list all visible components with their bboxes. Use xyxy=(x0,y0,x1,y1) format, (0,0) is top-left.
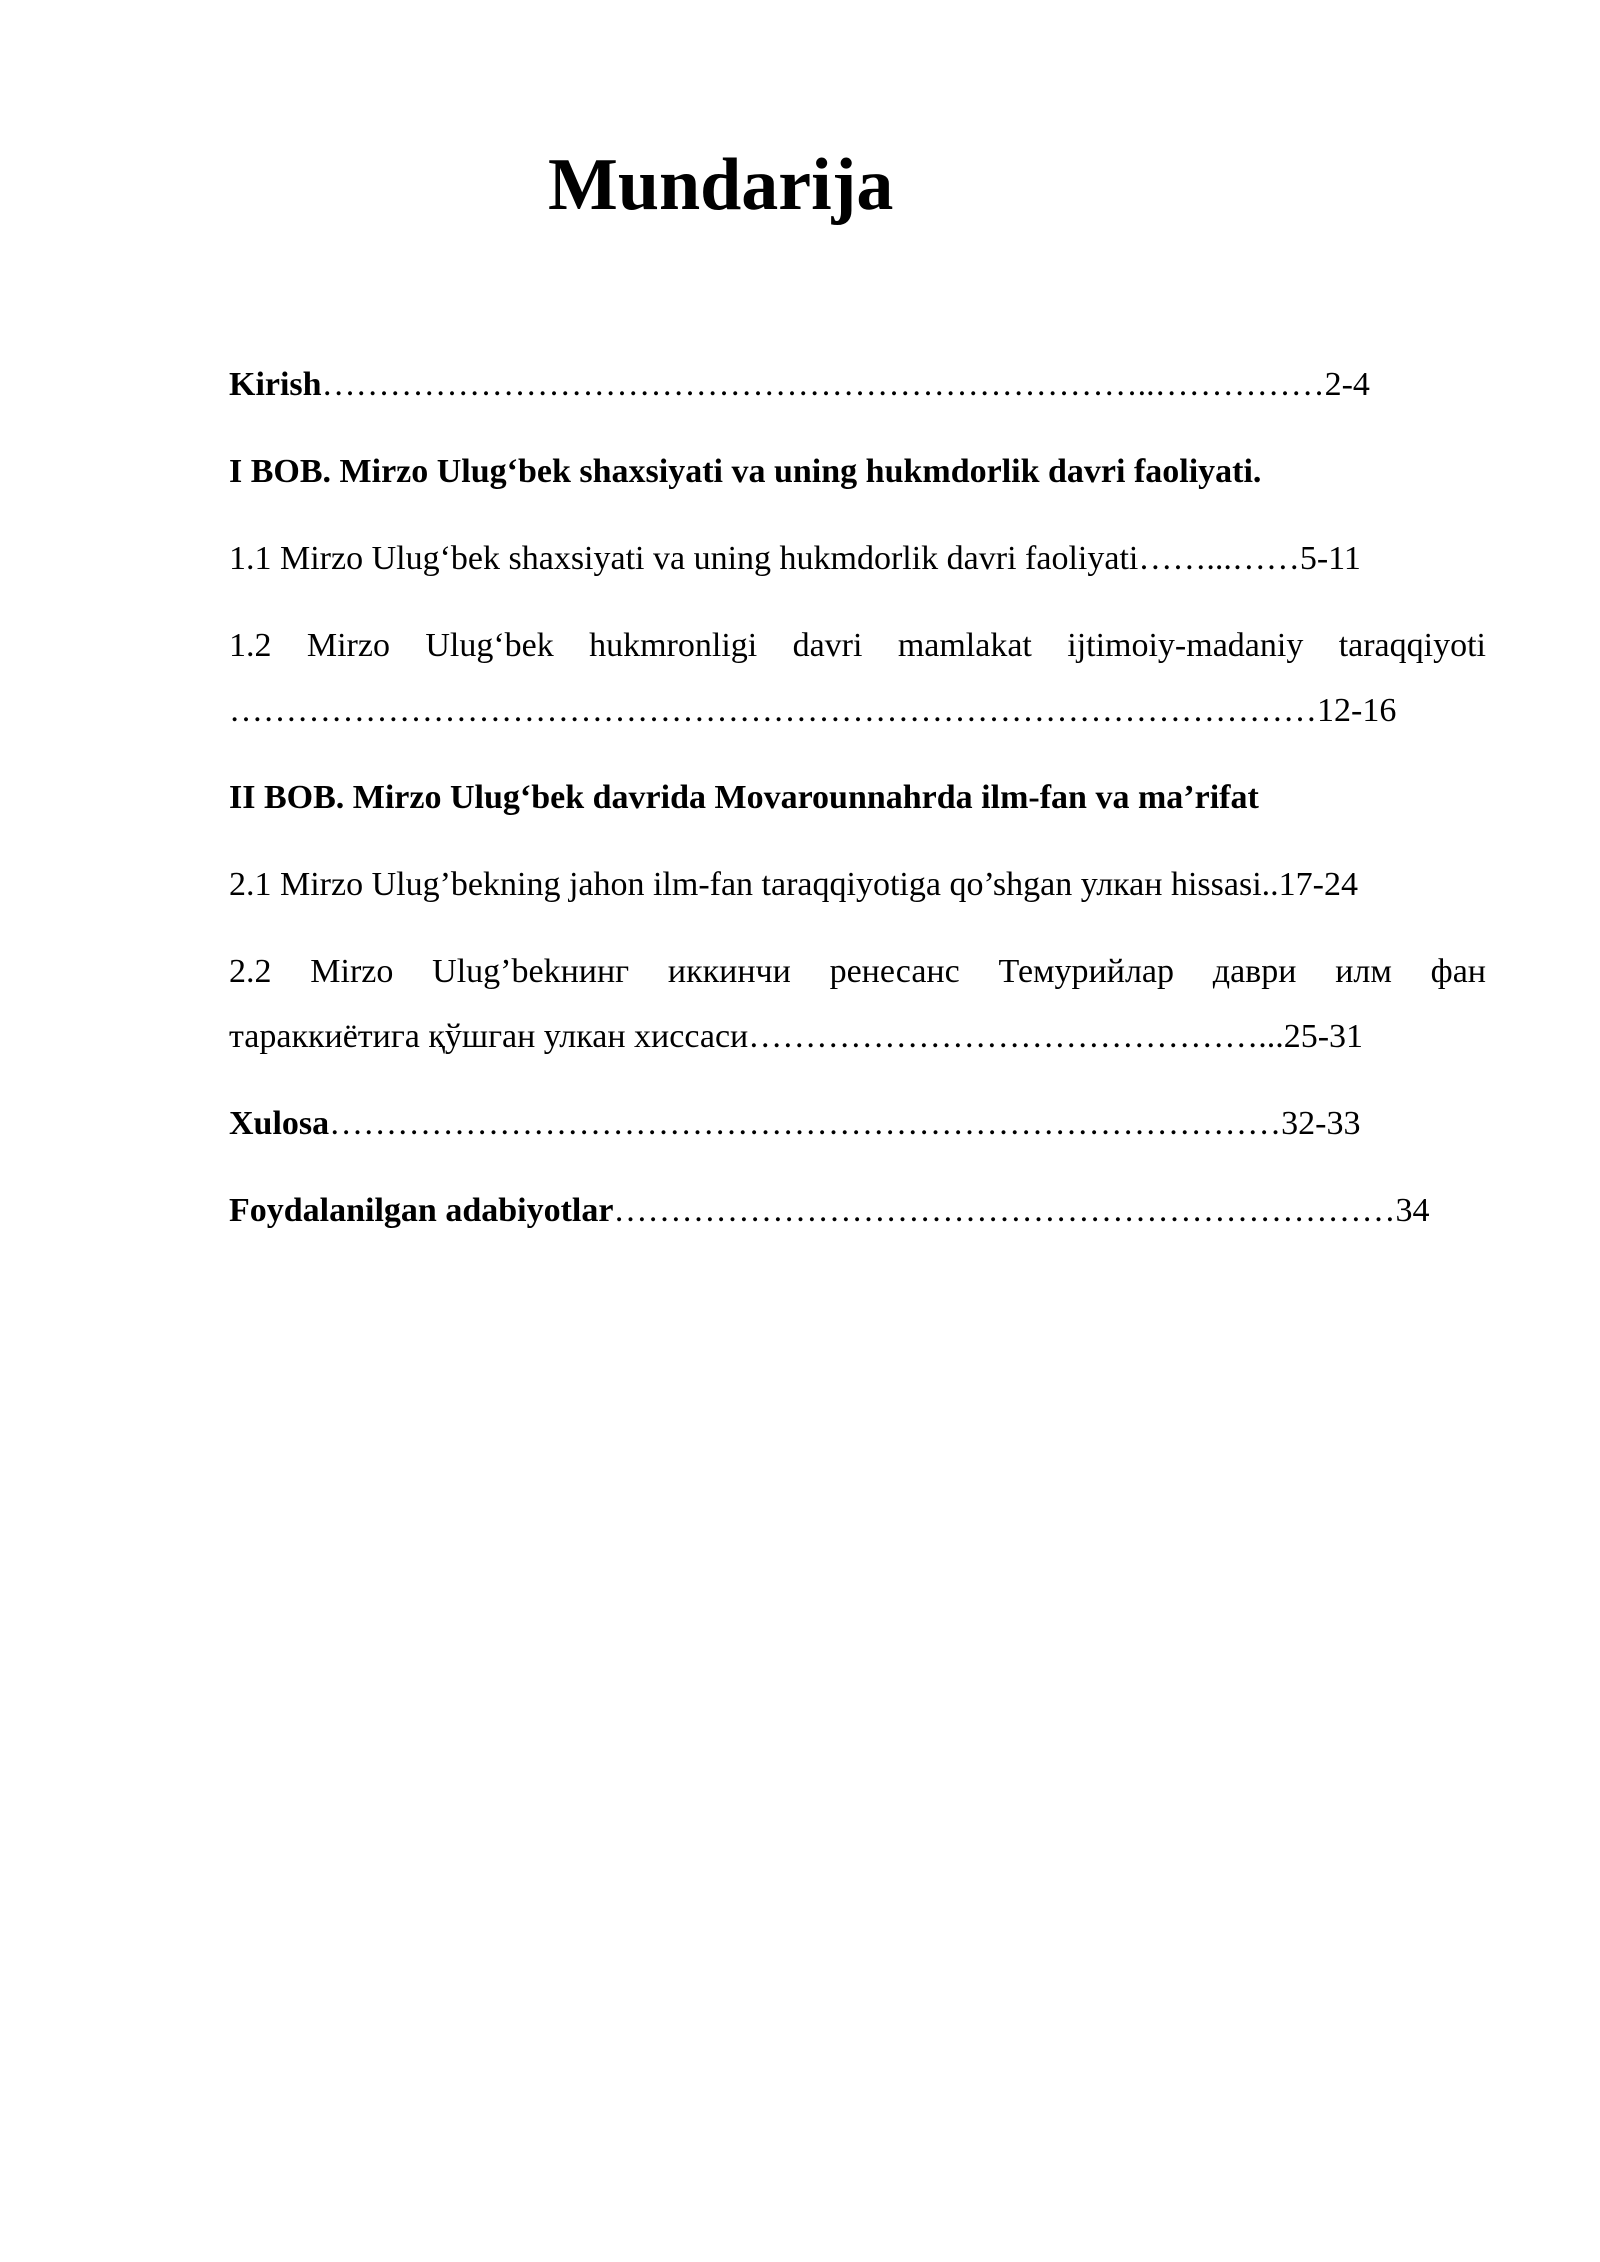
toc-entry-title: Kirish xyxy=(229,366,322,403)
toc-entry-xulosa xyxy=(229,1091,1486,1156)
toc-entry-title-continued: тараккиётига қўшган улкан хиссаси xyxy=(229,1018,749,1055)
toc-entry-title: Foydalanilgan adabiyotlar xyxy=(229,1192,614,1229)
toc-entry-title: 1.1 Mirzo Ulug‘bek shaxsiyati va uning hukmdorlik davri faoliyati xyxy=(229,540,1139,577)
toc-entry-leader: …………………………………………………………………………………… xyxy=(229,692,1317,729)
toc-entry-title: 1.2 Mirzo Ulug‘bek hukmronligi davri mamlakat ijtimoiy-madaniy taraqqiyoti xyxy=(229,627,1486,664)
page-title: Mundarija xyxy=(548,144,894,226)
toc-chapter-2-heading xyxy=(229,765,1486,830)
toc-entry-1-2 xyxy=(229,613,1486,743)
toc-entry-title: Xulosa xyxy=(229,1105,330,1142)
toc-entry-page: 12-16 xyxy=(1317,692,1397,729)
toc-entry-2-2 xyxy=(229,939,1486,1069)
toc-entry-page: 2-4 xyxy=(1324,366,1370,403)
toc-entry-page: 5-11 xyxy=(1299,540,1361,577)
toc-entry-leader: ………………………………………………………………..…………… xyxy=(321,366,1325,403)
table-of-contents xyxy=(229,352,1486,1265)
toc-entry-leader: ………………………………………………………………………… xyxy=(329,1105,1282,1142)
toc-entry-1-1 xyxy=(229,526,1486,591)
toc-chapter-1-heading xyxy=(229,439,1486,504)
toc-entry-page: 34 xyxy=(1395,1192,1430,1229)
toc-entry-leader: ………………………………………... xyxy=(748,1018,1284,1055)
toc-entry-kirish xyxy=(229,352,1486,417)
toc-entry-title: 2.1 Mirzo Ulug’bekning jahon ilm-fan taraqqiyotiga qo’shgan улкан hissasi..17-24 xyxy=(229,866,1358,903)
toc-entry-title: II BOB. Mirzo Ulug‘bek davrida Movarounnahrda ilm-fan va ma’rifat xyxy=(229,779,1259,816)
toc-entry-leader: …………………………………………………………… xyxy=(613,1192,1396,1229)
toc-entry-page: 32-33 xyxy=(1281,1105,1361,1142)
toc-entry-leader: ……...…… xyxy=(1138,540,1300,577)
toc-entry-adabiyotlar xyxy=(229,1178,1486,1243)
toc-entry-title: 2.2 Mirzo Ulug’bekнинг иккинчи ренесанс Темурийлар даври илм фан xyxy=(229,953,1486,990)
toc-entry-2-1 xyxy=(229,852,1486,917)
toc-entry-page: 25-31 xyxy=(1283,1018,1364,1055)
toc-entry-title: I BOB. Mirzo Ulug‘bek shaxsiyati va uning hukmdorlik davri faoliyati. xyxy=(229,453,1262,490)
